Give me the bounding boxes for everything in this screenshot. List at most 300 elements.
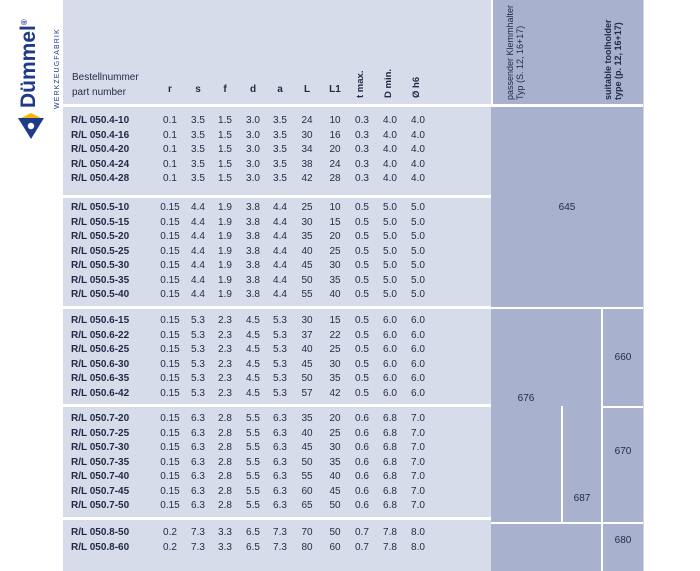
table-cell: 0.6 xyxy=(355,485,369,497)
group-separator xyxy=(63,306,491,309)
table-cell: 6.0 xyxy=(411,358,425,370)
part-number: R/L 050.4-24 xyxy=(71,158,130,170)
col-s: s xyxy=(195,84,201,95)
part-number: R/L 050.7-25 xyxy=(71,427,130,439)
table-cell: 3.8 xyxy=(246,274,260,286)
table-cell: 0.3 xyxy=(355,173,369,184)
table-cell: 6.3 xyxy=(273,500,287,511)
table-cell: 2.3 xyxy=(218,344,232,355)
table-cell: 28 xyxy=(329,173,341,184)
table-cell: 5.3 xyxy=(273,315,287,326)
table-row xyxy=(63,428,491,443)
brand-logo xyxy=(12,8,61,120)
table-cell: 4.5 xyxy=(246,387,260,399)
table-row xyxy=(63,115,491,130)
table-cell: 42 xyxy=(301,173,313,184)
table-cell: 0.5 xyxy=(355,387,369,399)
table-cell: 6.0 xyxy=(383,358,397,370)
table-cell: 3.0 xyxy=(246,115,260,126)
table-cell: 1.5 xyxy=(218,173,232,184)
table-cell: 4.4 xyxy=(191,260,205,271)
table-cell: 0.6 xyxy=(355,413,369,424)
table-cell: 0.3 xyxy=(355,144,369,155)
table-cell: 0.5 xyxy=(355,329,369,341)
table-cell: 50 xyxy=(301,274,313,286)
holder-cell-676-upper xyxy=(491,309,601,406)
col-D-min: D min. xyxy=(383,68,394,98)
part-number: R/L 050.6-30 xyxy=(71,358,130,370)
table-row xyxy=(63,344,491,359)
table-cell: 5.0 xyxy=(383,245,397,257)
table-row xyxy=(63,130,491,145)
table-cell: 1.9 xyxy=(218,202,232,213)
part-number: R/L 050.6-35 xyxy=(71,373,130,384)
table-cell: 1.5 xyxy=(218,129,232,141)
table-cell: 2.8 xyxy=(218,500,232,511)
table-cell: 2.8 xyxy=(218,471,232,482)
part-number: R/L 050.5-20 xyxy=(71,231,130,242)
table-cell: 25 xyxy=(329,245,341,257)
part-number: R/L 050.4-28 xyxy=(71,173,130,184)
table-cell: 0.6 xyxy=(355,427,369,439)
table-cell: 7.0 xyxy=(411,456,425,468)
table-cell: 5.5 xyxy=(246,442,260,453)
table-cell: 3.5 xyxy=(273,144,287,155)
table-cell: 4.0 xyxy=(411,129,425,141)
table-cell: 65 xyxy=(301,500,313,511)
table-cell: 0.2 xyxy=(163,527,177,538)
table-cell: 6.3 xyxy=(191,485,205,497)
part-number: R/L 050.7-30 xyxy=(71,442,130,453)
col-r: r xyxy=(168,84,172,95)
table-cell: 0.15 xyxy=(160,202,180,213)
table-cell: 5.3 xyxy=(273,373,287,384)
table-cell: 7.3 xyxy=(191,527,205,538)
table-cell: 4.4 xyxy=(191,245,205,257)
table-cell: 30 xyxy=(329,260,341,271)
table-cell: 4.0 xyxy=(411,115,425,126)
table-cell: 50 xyxy=(301,373,313,384)
table-cell: 5.3 xyxy=(273,358,287,370)
table-cell: 25 xyxy=(329,427,341,439)
table-cell: 20 xyxy=(329,413,341,424)
table-cell: 0.1 xyxy=(163,158,177,170)
table-cell: 35 xyxy=(329,373,341,384)
table-cell: 30 xyxy=(301,216,313,228)
part-number: R/L 050.5-10 xyxy=(71,202,130,213)
part-number: R/L 050.4-10 xyxy=(71,115,130,126)
part-number: R/L 050.7-45 xyxy=(71,485,130,497)
table-cell: 24 xyxy=(329,158,341,170)
table-cell: 2.8 xyxy=(218,413,232,424)
table-cell: 5.5 xyxy=(246,427,260,439)
right-margin xyxy=(643,0,700,571)
table-cell: 70 xyxy=(301,527,313,538)
table-cell: 0.15 xyxy=(160,245,180,257)
holder-cell-645: 645 xyxy=(491,107,643,307)
table-cell: 6.0 xyxy=(383,373,397,384)
table-cell: 4.4 xyxy=(273,216,287,228)
part-number: R/L 050.8-50 xyxy=(71,527,130,538)
table-cell: 0.15 xyxy=(160,260,180,271)
col-L1: L1 xyxy=(329,84,341,95)
table-cell: 6.0 xyxy=(411,373,425,384)
table-cell: 16 xyxy=(329,129,341,141)
table-cell: 6.0 xyxy=(383,387,397,399)
table-cell: 7.0 xyxy=(411,500,425,511)
table-cell: 5.5 xyxy=(246,500,260,511)
holder-cell-670: 670 xyxy=(603,408,643,522)
table-cell: 0.15 xyxy=(160,344,180,355)
table-cell: 3.8 xyxy=(246,289,260,300)
logo-sidebar xyxy=(0,0,60,571)
table-cell: 4.0 xyxy=(411,173,425,184)
table-cell: 4.4 xyxy=(273,202,287,213)
table-cell: 4.0 xyxy=(383,144,397,155)
table-cell: 6.3 xyxy=(273,427,287,439)
table-cell: 45 xyxy=(301,260,313,271)
table-cell: 50 xyxy=(329,527,341,538)
table-body xyxy=(63,107,491,571)
group-separator xyxy=(63,404,491,407)
table-cell: 3.5 xyxy=(191,158,205,170)
table-cell: 4.4 xyxy=(191,216,205,228)
table-cell: 60 xyxy=(329,541,341,553)
table-cell: 6.8 xyxy=(383,427,397,439)
table-cell: 3.5 xyxy=(273,173,287,184)
table-cell: 7.3 xyxy=(273,541,287,553)
col-a: a xyxy=(277,84,283,95)
table-cell: 6.8 xyxy=(383,456,397,468)
part-number: R/L 050.5-15 xyxy=(71,216,130,228)
table-row xyxy=(63,542,491,557)
table-cell: 3.3 xyxy=(218,527,232,538)
table-cell: 2.3 xyxy=(218,315,232,326)
table-cell: 5.3 xyxy=(273,329,287,341)
table-cell: 6.3 xyxy=(273,456,287,468)
part-number-label-en: part number xyxy=(72,87,126,98)
table-cell: 0.5 xyxy=(355,274,369,286)
table-cell: 60 xyxy=(301,485,313,497)
table-cell: 5.0 xyxy=(411,202,425,213)
table-row xyxy=(63,315,491,330)
table-cell: 0.5 xyxy=(355,202,369,213)
table-cell: 1.9 xyxy=(218,216,232,228)
table-cell: 0.1 xyxy=(163,144,177,155)
table-cell: 6.3 xyxy=(273,471,287,482)
part-number: R/L 050.8-60 xyxy=(71,541,130,553)
table-cell: 6.3 xyxy=(191,442,205,453)
table-cell: 3.8 xyxy=(246,260,260,271)
table-cell: 0.15 xyxy=(160,500,180,511)
table-cell: 4.0 xyxy=(411,144,425,155)
table-cell: 7.0 xyxy=(411,471,425,482)
table-cell: 35 xyxy=(301,413,313,424)
table-cell: 0.2 xyxy=(163,541,177,553)
table-cell: 45 xyxy=(301,358,313,370)
table-row xyxy=(63,275,491,290)
table-cell: 15 xyxy=(329,315,341,326)
col-f: f xyxy=(223,84,227,95)
table-cell: 1.9 xyxy=(218,231,232,242)
part-number: R/L 050.7-35 xyxy=(71,456,130,468)
table-cell: 4.4 xyxy=(273,289,287,300)
table-cell: 0.15 xyxy=(160,442,180,453)
table-row xyxy=(63,471,491,486)
table-cell: 2.3 xyxy=(218,358,232,370)
table-cell: 3.5 xyxy=(191,115,205,126)
table-cell: 0.5 xyxy=(355,245,369,257)
table-cell: 5.0 xyxy=(383,260,397,271)
table-cell: 3.8 xyxy=(246,245,260,257)
holder-cell-bottom xyxy=(491,524,601,571)
table-cell: 5.3 xyxy=(191,387,205,399)
table-cell: 0.15 xyxy=(160,456,180,468)
table-cell: 0.15 xyxy=(160,373,180,384)
table-cell: 3.5 xyxy=(273,129,287,141)
part-number: R/L 050.6-22 xyxy=(71,329,130,341)
table-cell: 5.0 xyxy=(411,245,425,257)
table-cell: 4.4 xyxy=(273,245,287,257)
table-cell: 34 xyxy=(301,144,313,155)
table-row xyxy=(63,260,491,275)
table-cell: 15 xyxy=(329,216,341,228)
holder-cell-660: 660 xyxy=(603,309,643,406)
table-cell: 4.4 xyxy=(273,260,287,271)
table-cell: 7.8 xyxy=(383,541,397,553)
part-number: R/L 050.4-16 xyxy=(71,129,130,141)
table-cell: 40 xyxy=(301,344,313,355)
part-number: R/L 050.6-15 xyxy=(71,315,130,326)
table-cell: 0.5 xyxy=(355,373,369,384)
table-cell: 6.3 xyxy=(191,427,205,439)
table-cell: 5.5 xyxy=(246,485,260,497)
table-row xyxy=(63,217,491,232)
table-cell: 0.15 xyxy=(160,427,180,439)
table-cell: 0.15 xyxy=(160,485,180,497)
table-cell: 30 xyxy=(301,315,313,326)
table-cell: 25 xyxy=(329,344,341,355)
table-cell: 6.5 xyxy=(246,527,260,538)
table-cell: 50 xyxy=(301,456,313,468)
table-cell: 1.5 xyxy=(218,158,232,170)
table-cell: 0.6 xyxy=(355,442,369,453)
part-number: R/L 050.4-20 xyxy=(71,144,130,155)
col-L: L xyxy=(303,84,311,95)
table-cell: 4.4 xyxy=(273,231,287,242)
table-cell: 5.3 xyxy=(191,344,205,355)
table-cell: 6.0 xyxy=(411,344,425,355)
table-cell: 0.15 xyxy=(160,413,180,424)
table-row xyxy=(63,388,491,403)
table-cell: 1.5 xyxy=(218,115,232,126)
table-row xyxy=(63,144,491,159)
table-cell: 2.8 xyxy=(218,485,232,497)
table-row xyxy=(63,173,491,188)
table-cell: 0.15 xyxy=(160,289,180,300)
table-cell: 3.0 xyxy=(246,173,260,184)
table-cell: 6.3 xyxy=(191,471,205,482)
table-cell: 5.0 xyxy=(383,289,397,300)
part-number: R/L 050.6-42 xyxy=(71,387,130,399)
table-cell: 0.3 xyxy=(355,115,369,126)
table-cell: 7.3 xyxy=(273,527,287,538)
row-group xyxy=(63,527,491,556)
table-row xyxy=(63,500,491,515)
part-number: R/L 050.5-40 xyxy=(71,289,130,300)
table-cell: 2.3 xyxy=(218,373,232,384)
table-cell: 0.1 xyxy=(163,129,177,141)
table-cell: 45 xyxy=(301,442,313,453)
table-cell: 55 xyxy=(301,289,313,300)
table-row xyxy=(63,231,491,246)
table-cell: 0.5 xyxy=(355,260,369,271)
table-row xyxy=(63,159,491,174)
holder-label-de: passender Klemmhalter Typ (S. 12, 16+17) xyxy=(505,4,525,100)
table-cell: 0.5 xyxy=(355,216,369,228)
table-cell: 6.3 xyxy=(191,456,205,468)
table-cell: 4.0 xyxy=(383,115,397,126)
table-cell: 3.5 xyxy=(191,129,205,141)
table-cell: 5.0 xyxy=(411,231,425,242)
table-cell: 4.4 xyxy=(273,274,287,286)
group-separator xyxy=(63,195,491,198)
table-cell: 6.8 xyxy=(383,471,397,482)
table-cell: 3.0 xyxy=(246,158,260,170)
table-cell: 6.3 xyxy=(191,500,205,511)
table-cell: 4.5 xyxy=(246,315,260,326)
table-cell: 2.8 xyxy=(218,456,232,468)
table-row xyxy=(63,246,491,261)
table-cell: 0.6 xyxy=(355,456,369,468)
table-cell: 0.5 xyxy=(355,315,369,326)
table-cell: 0.15 xyxy=(160,358,180,370)
part-number: R/L 050.5-30 xyxy=(71,260,130,271)
table-cell: 0.15 xyxy=(160,315,180,326)
table-cell: 3.5 xyxy=(191,173,205,184)
holder-cell-687: 687 xyxy=(563,406,601,522)
table-cell: 5.0 xyxy=(411,274,425,286)
table-cell: 1.9 xyxy=(218,260,232,271)
table-cell: 3.8 xyxy=(246,216,260,228)
table-cell: 0.5 xyxy=(355,231,369,242)
table-cell: 3.0 xyxy=(246,129,260,141)
part-number: R/L 050.7-40 xyxy=(71,471,130,482)
table-cell: 6.3 xyxy=(273,485,287,497)
table-cell: 2.8 xyxy=(218,427,232,439)
table-cell: 20 xyxy=(329,231,341,242)
col-d: d xyxy=(249,84,257,95)
table-cell: 4.0 xyxy=(411,158,425,170)
table-cell: 0.15 xyxy=(160,387,180,399)
table-cell: 2.3 xyxy=(218,387,232,399)
part-number: R/L 050.7-20 xyxy=(71,413,130,424)
table-cell: 40 xyxy=(301,427,313,439)
table-cell: 5.5 xyxy=(246,413,260,424)
table-row xyxy=(63,330,491,345)
table-cell: 6.8 xyxy=(383,442,397,453)
table-row xyxy=(63,527,491,542)
table-cell: 5.5 xyxy=(246,456,260,468)
table-cell: 3.8 xyxy=(246,231,260,242)
table-cell: 5.0 xyxy=(411,260,425,271)
table-cell: 5.3 xyxy=(191,358,205,370)
table-cell: 35 xyxy=(329,456,341,468)
table-cell: 3.8 xyxy=(246,202,260,213)
table-cell: 4.0 xyxy=(383,129,397,141)
table-cell: 40 xyxy=(301,245,313,257)
table-cell: 5.3 xyxy=(273,387,287,399)
table-cell: 6.8 xyxy=(383,413,397,424)
table-cell: 50 xyxy=(329,500,341,511)
table-cell: 45 xyxy=(329,485,341,497)
table-cell: 0.15 xyxy=(160,231,180,242)
table-row xyxy=(63,413,491,428)
table-cell: 8.0 xyxy=(411,541,425,553)
table-row xyxy=(63,486,491,501)
table-cell: 0.15 xyxy=(160,471,180,482)
table-cell: 6.0 xyxy=(383,315,397,326)
table-cell: 0.3 xyxy=(355,158,369,170)
table-cell: 37 xyxy=(301,329,313,341)
table-cell: 0.15 xyxy=(160,329,180,341)
table-cell: 4.5 xyxy=(246,344,260,355)
table-cell: 3.3 xyxy=(218,541,232,553)
table-cell: 4.4 xyxy=(191,231,205,242)
table-cell: 5.3 xyxy=(191,315,205,326)
table-cell: 0.7 xyxy=(355,527,369,538)
table-cell: 6.3 xyxy=(191,413,205,424)
part-number: R/L 050.6-25 xyxy=(71,344,130,355)
row-group xyxy=(63,413,491,515)
table-row xyxy=(63,373,491,388)
table-cell: 7.0 xyxy=(411,413,425,424)
table-cell: 8.0 xyxy=(411,527,425,538)
table-cell: 0.6 xyxy=(355,500,369,511)
group-separator xyxy=(63,517,491,520)
table-cell: 5.0 xyxy=(383,231,397,242)
brand-subtitle: WERKZEUGFABRIK xyxy=(54,28,61,109)
holder-cell-680: 680 xyxy=(603,524,643,571)
brand-emblem-icon xyxy=(16,112,46,140)
table-cell: 10 xyxy=(329,202,341,213)
table-cell: 42 xyxy=(329,387,341,399)
table-cell: 2.3 xyxy=(218,329,232,341)
holder-column xyxy=(491,107,643,571)
table-cell: 40 xyxy=(329,289,341,300)
table-cell: 4.4 xyxy=(191,274,205,286)
table-row xyxy=(63,457,491,472)
table-row xyxy=(63,289,491,304)
table-cell: 30 xyxy=(329,358,341,370)
table-cell: 30 xyxy=(329,442,341,453)
table-cell: 80 xyxy=(301,541,313,553)
table-cell: 5.0 xyxy=(411,216,425,228)
table-cell: 40 xyxy=(329,471,341,482)
table-cell: 2.8 xyxy=(218,442,232,453)
table-row xyxy=(63,442,491,457)
table-cell: 0.1 xyxy=(163,173,177,184)
table-cell: 3.5 xyxy=(273,158,287,170)
table-cell: 7.0 xyxy=(411,427,425,439)
table-cell: 6.3 xyxy=(273,413,287,424)
product-table xyxy=(63,0,643,571)
part-number: R/L 050.5-35 xyxy=(71,274,130,286)
table-cell: 5.3 xyxy=(191,329,205,341)
table-cell: 6.0 xyxy=(383,329,397,341)
table-cell: 0.1 xyxy=(163,115,177,126)
row-group xyxy=(63,315,491,402)
